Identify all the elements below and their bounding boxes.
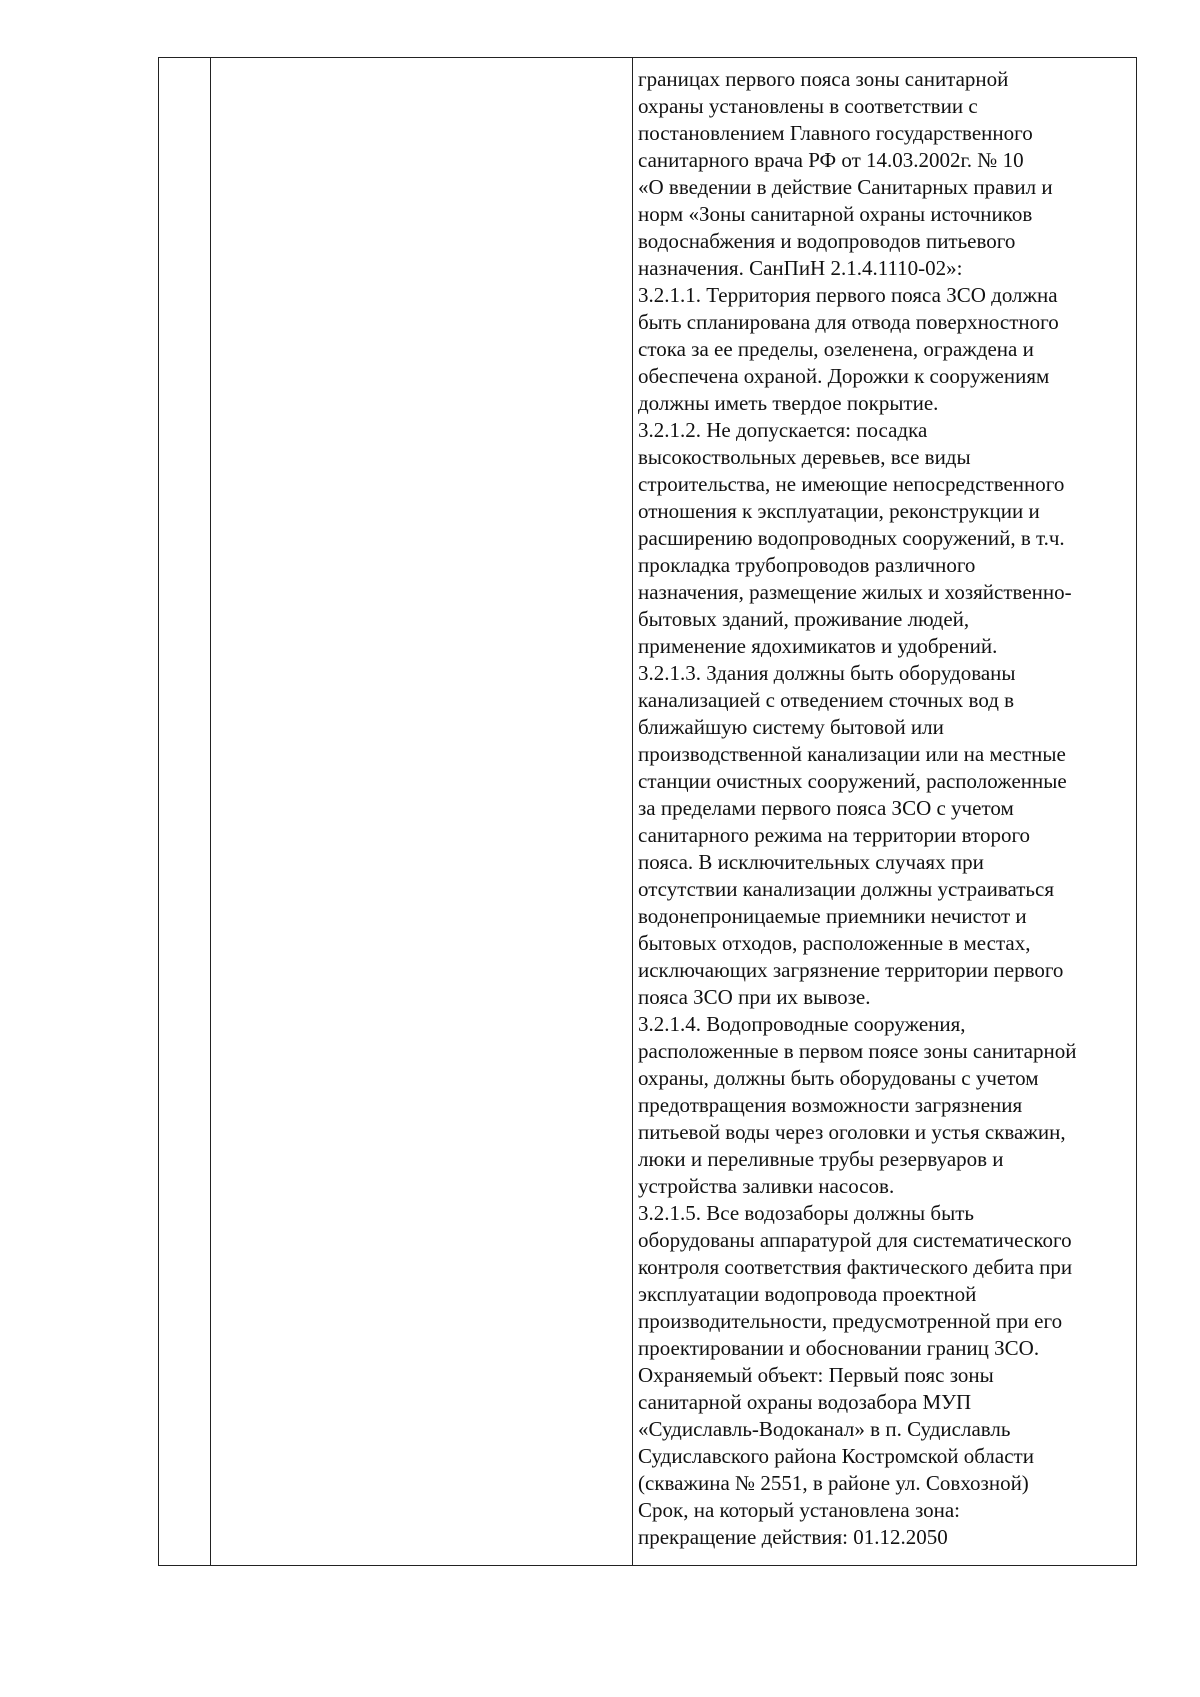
text-line: норм «Зоны санитарной охраны источников (638, 202, 1033, 226)
text-line: прекращение действия: 01.12.2050 (638, 1525, 948, 1549)
text-line: Срок, на который установлена зона: (638, 1498, 961, 1522)
text-line: обеспечена охраной. Дорожки к сооружениям (638, 364, 1050, 388)
text-line: Судиславского района Костромской области (638, 1444, 1034, 1468)
text-line: 3.2.1.2. Не допускается: посадка (638, 418, 928, 442)
text-line: эксплуатации водопровода проектной (638, 1282, 977, 1306)
text-line: исключающих загрязнение территории первого (638, 958, 1064, 982)
text-line: постановлением Главного государственного (638, 121, 1033, 145)
text-line: расширению водопроводных сооружений, в т.ч. (638, 526, 1065, 550)
text-line: контроля соответствия фактического дебита при (638, 1255, 1073, 1279)
text-line: отсутствии канализации должны устраиваться (638, 877, 1054, 901)
text-line: питьевой воды через оголовки и устья скважин, (638, 1120, 1066, 1144)
text-line: «О введении в действие Санитарных правил и (638, 175, 1053, 199)
text-line: Охраняемый объект: Первый пояс зоны (638, 1363, 994, 1387)
text-line: 3.2.1.4. Водопроводные сооружения, (638, 1012, 966, 1036)
text-line: санитарного режима на территории второго (638, 823, 1031, 847)
text-line: предотвращения возможности загрязнения (638, 1093, 1023, 1117)
text-line: пояса. В исключительных случаях при (638, 850, 984, 874)
document-table (158, 57, 1137, 1566)
text-line: строительства, не имеющие непосредственного (638, 472, 1065, 496)
text-line: быть спланирована для отвода поверхностного (638, 310, 1059, 334)
text-line: санитарной охраны водозабора МУП (638, 1390, 972, 1414)
text-line: бытовых отходов, расположенные в местах, (638, 931, 1031, 955)
text-line: производительности, предусмотренной при его (638, 1309, 1063, 1333)
text-line: за пределами первого пояса ЗСО с учетом (638, 796, 1014, 820)
description-cell (633, 58, 1137, 1566)
text-line: 3.2.1.5. Все водозаборы должны быть (638, 1201, 974, 1225)
name-cell (211, 58, 633, 1566)
text-line: санитарного врача РФ от 14.03.2002г. № 10 (638, 148, 1024, 172)
text-line: 3.2.1.1. Территория первого пояса ЗСО должна (638, 283, 1058, 307)
text-line: проектировании и обосновании границ ЗСО. (638, 1336, 1040, 1360)
number-cell (159, 58, 211, 1566)
text-line: пояса ЗСО при их вывозе. (638, 985, 871, 1009)
text-line: оборудованы аппаратурой для систематического (638, 1228, 1072, 1252)
text-line: назначения. СанПиН 2.1.4.1110-02»: (638, 256, 963, 280)
text-line: производственной канализации или на местные (638, 742, 1066, 766)
text-line: бытовых зданий, проживание людей, (638, 607, 970, 631)
text-line: стока за ее пределы, озеленена, ограждена и (638, 337, 1034, 361)
text-line: водонепроницаемые приемники нечистот и (638, 904, 1027, 928)
text-line: высокоствольных деревьев, все виды (638, 445, 971, 469)
text-line: назначения, размещение жилых и хозяйственно- (638, 580, 1072, 604)
table-row (159, 58, 1137, 1566)
text-line: охраны установлены в соответствии с (638, 94, 978, 118)
text-line: прокладка трубопроводов различного (638, 553, 976, 577)
text-line: должны иметь твердое покрытие. (638, 391, 939, 415)
description-text (638, 66, 1132, 1551)
text-line: ближайшую систему бытовой или (638, 715, 944, 739)
text-line: водоснабжения и водопроводов питьевого (638, 229, 1016, 253)
text-line: применение ядохимикатов и удобрений. (638, 634, 998, 658)
text-line: станции очистных сооружений, расположенные (638, 769, 1067, 793)
text-line: (скважина № 2551, в районе ул. Совхозной) (638, 1471, 1029, 1495)
text-line: границах первого пояса зоны санитарной (638, 67, 1009, 91)
text-line: охраны, должны быть оборудованы с учетом (638, 1066, 1039, 1090)
text-line: канализацией с отведением сточных вод в (638, 688, 1015, 712)
text-line: люки и переливные трубы резервуаров и (638, 1147, 1004, 1171)
text-line: 3.2.1.3. Здания должны быть оборудованы (638, 661, 1016, 685)
text-line: «Судиславль-Водоканал» в п. Судиславль (638, 1417, 1011, 1441)
text-line: отношения к эксплуатации, реконструкции и (638, 499, 1040, 523)
text-line: устройства заливки насосов. (638, 1174, 895, 1198)
text-line: расположенные в первом поясе зоны санитарной (638, 1039, 1077, 1063)
